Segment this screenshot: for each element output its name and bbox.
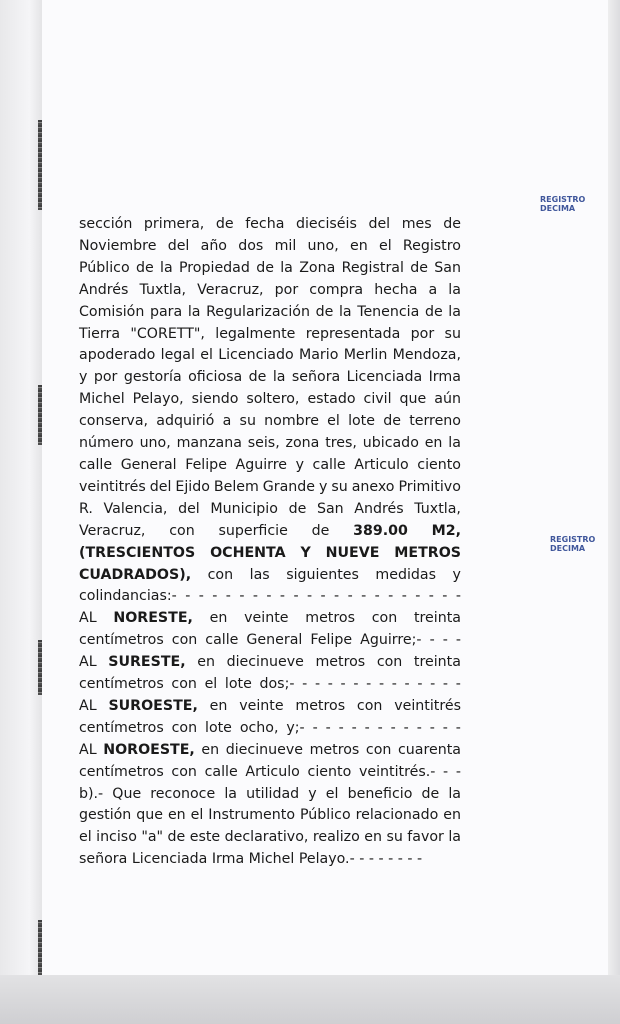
document-line: b).- Que reconoce la utilidad y el beneficio de la: [79, 785, 461, 802]
document-body: [79, 214, 461, 871]
document-line: apoderado legal el Licenciado Mario Merlin Mendoza,: [79, 347, 461, 364]
document-line: señora Licenciada Irma Michel Pelayo.- - - - - - - -: [79, 851, 423, 868]
document-line: Comisión para la Regularización de la Tenencia de la: [79, 303, 461, 320]
document-line: colindancias:- - - - - - - - - - - - - - - - - - - - - -: [79, 588, 461, 605]
document-line: centímetros con calle Articulo ciento veintitrés.- - -: [79, 763, 461, 780]
document-line: el inciso "a" de este declarativo, realizo en su favor la: [79, 829, 461, 846]
document-line: R. Valencia, del Municipio de San Andrés Tuxtla,: [79, 500, 461, 517]
document-line: Andrés Tuxtla, Veracruz, por compra hecha a la: [79, 281, 461, 298]
document-line: centímetros con lote ocho, y;- - - - - - - - - - - - -: [79, 719, 461, 736]
document-line: gestión que en el Instrumento Público relacionado en: [79, 807, 461, 824]
registry-stamp-fragment: REGISTRO DECIMA: [550, 535, 596, 553]
scan-bottom-edge: [0, 975, 620, 1024]
document-line: Público de la Propiedad de la Zona Registral de San: [79, 259, 461, 276]
document-line: número uno, manzana seis, zona tres, ubicado en la: [79, 435, 461, 452]
document-line: Michel Pelayo, siendo soltero, estado civil que aún: [79, 391, 461, 408]
document-line: Veracruz, con superficie de 389.00 M2,: [79, 522, 461, 539]
document-line: AL SUROESTE, en veinte metros con veintitrés: [79, 697, 461, 714]
document-line: (TRESCIENTOS OCHENTA Y NUEVE METROS: [79, 544, 461, 561]
document-line: AL NORESTE, en veinte metros con treinta: [79, 610, 461, 627]
document-line: AL SURESTE, en diecinueve metros con treinta: [79, 654, 461, 671]
document-line: veintitrés del Ejido Belem Grande y su anexo Primitivo: [79, 478, 461, 495]
scan-binding-edge: [0, 0, 42, 1024]
document-line: calle General Felipe Aguirre y calle Articulo ciento: [79, 456, 461, 473]
document-line: sección primera, de fecha dieciséis del mes de: [79, 216, 461, 232]
registry-stamp-fragment: REGISTRO DECIMA: [540, 195, 586, 213]
document-line: y por gestoría oficiosa de la señora Licenciada Irma: [79, 369, 461, 386]
document-line: conserva, adquirió a su nombre el lote de terreno: [79, 413, 461, 430]
document-line: centímetros con calle General Felipe Aguirre;- - - -: [79, 632, 461, 649]
document-line: AL NOROESTE, en diecinueve metros con cuarenta: [79, 741, 461, 758]
page-right-edge: [608, 0, 620, 975]
document-line: Noviembre del año dos mil uno, en el Registro: [79, 237, 461, 254]
document-line: centímetros con el lote dos;- - - - - - - - - - - - - -: [79, 676, 461, 693]
document-line: CUADRADOS), con las siguientes medidas y: [79, 566, 461, 583]
document-line: Tierra "CORETT", legalmente representada por su: [79, 325, 461, 342]
